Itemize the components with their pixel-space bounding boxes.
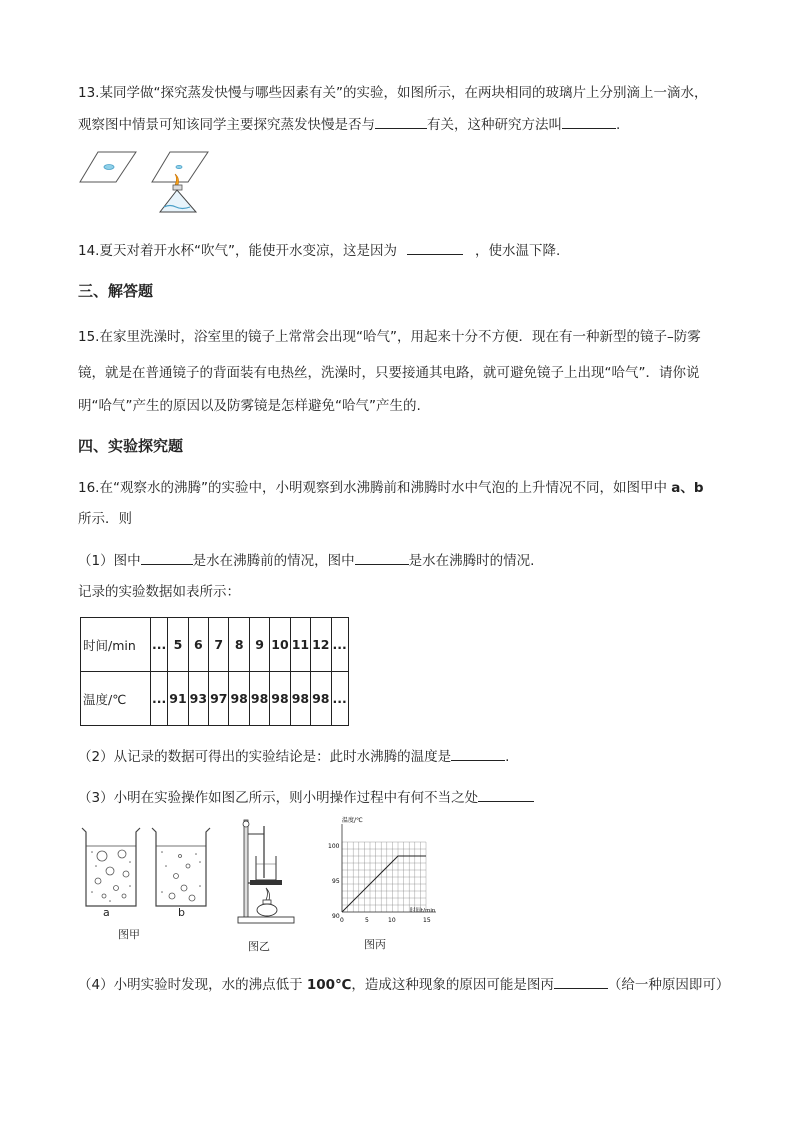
q15-line1: 15.在家里洗澡时，浴室里的镜子上常常会出现“哈气”，用起来十分不方便．现在有一种新型的镜子–防雾 xyxy=(78,329,701,345)
table-cell: ... xyxy=(331,672,348,726)
heating-apparatus-figure xyxy=(234,812,300,930)
answer-blank-13b[interactable] xyxy=(562,114,616,129)
table-cell: 9 xyxy=(249,618,269,672)
q16-part4 xyxy=(78,974,729,995)
q13-line2a: 观察图中情景可知该同学主要探究蒸发快慢是否与 xyxy=(78,117,375,133)
flame-icon xyxy=(175,174,179,185)
q16-p1b: 是水在沸腾前的情况，图中 xyxy=(192,553,355,569)
beaker-b-figure xyxy=(150,826,212,910)
beaker-a-label: a xyxy=(103,906,110,919)
q16-record-line: 记录的实验数据如表所示： xyxy=(78,584,240,600)
q16-p4c: ，造成这种现象的原因可能是图丙 xyxy=(351,977,554,993)
caption-yi: 图乙 xyxy=(248,940,270,953)
answer-blank-16-2[interactable] xyxy=(451,746,505,761)
beaker-on-ring xyxy=(256,856,276,880)
graph-ytick-95: 95 xyxy=(332,878,340,885)
q14-line xyxy=(78,240,560,261)
lamp-neck xyxy=(263,900,271,904)
q16-p4d: （给一种原因即可） xyxy=(607,977,730,993)
graph-grid xyxy=(342,842,426,912)
alcohol-lamp xyxy=(160,190,196,212)
graph-ylabel: 温度/℃ xyxy=(342,817,363,824)
evaporation-figure xyxy=(78,150,213,218)
answer-blank-14[interactable] xyxy=(407,240,463,255)
answer-blank-16-1b[interactable] xyxy=(355,550,409,565)
q13-line1 xyxy=(78,83,707,103)
wire-gauze xyxy=(250,880,282,885)
stand-rod xyxy=(244,820,248,922)
q13-line2 xyxy=(78,114,620,135)
graph-ytick-90: 90 xyxy=(332,913,340,920)
q16-part2 xyxy=(78,746,509,767)
q13-line2b: 有关，这种研究方法叫 xyxy=(427,117,562,133)
table-cell: ... xyxy=(151,672,168,726)
data-table xyxy=(80,617,349,726)
beaker-a-bubbles xyxy=(95,850,129,898)
answer-blank-16-1a[interactable] xyxy=(141,550,193,565)
caption-jia: 图甲 xyxy=(118,928,140,941)
beaker-a-figure xyxy=(80,826,142,910)
q16-line1a: 16.在“观察水的沸腾”的实验中，小明观察到水沸腾前和沸腾时水中气泡的上升情况不同，如图甲中 xyxy=(78,480,672,496)
table-cell: 98 xyxy=(270,672,290,726)
table-cell: 5 xyxy=(168,618,188,672)
table-header-time: 时间/min xyxy=(81,618,151,672)
q13-line1-text: 13.某同学做“探究蒸发快慢与哪些因素有关”的实验，如图所示，在两块相同的玻璃片上分别滴上一滴水， xyxy=(78,85,708,101)
q16-p1c: 是水在沸腾时的情况. xyxy=(408,553,535,569)
graph-xtick-10: 10 xyxy=(388,917,396,924)
q16-p2a: （2）从记录的数据可得出的实验结论是：此时水沸腾的温度是 xyxy=(78,749,452,765)
q16-part3 xyxy=(78,787,534,808)
q16-p3a: （3）小明在实验操作如图乙所示，则小明操作过程中有何不当之处 xyxy=(78,790,479,806)
section-4-heading: 四、实验探究题 xyxy=(78,437,184,455)
answer-blank-13a[interactable] xyxy=(375,114,427,129)
stand-base xyxy=(238,917,294,923)
lamp-neck xyxy=(173,185,182,190)
alcohol-lamp xyxy=(257,904,277,916)
temperature-time-graph xyxy=(318,812,438,932)
beaker-b-label: b xyxy=(178,906,185,919)
stand-clamp-top xyxy=(243,821,249,827)
answer-blank-16-4[interactable] xyxy=(554,974,608,989)
graph-ytick-100: 100 xyxy=(328,843,340,850)
table-cell: 10 xyxy=(270,618,290,672)
graph-xtick-15: 15 xyxy=(423,917,431,924)
table-cell: 7 xyxy=(209,618,229,672)
table-cell: ... xyxy=(151,618,168,672)
answer-blank-16-3[interactable] xyxy=(478,787,534,802)
q16-line2: 所示．则 xyxy=(78,511,132,527)
table-cell: 93 xyxy=(188,672,208,726)
q16-part1 xyxy=(78,550,534,571)
table-cell: 98 xyxy=(229,672,249,726)
table-cell: 11 xyxy=(290,618,310,672)
water-drop-right xyxy=(176,165,182,168)
q15-line2: 镜，就是在普通镜子的背面装有电热丝，洗澡时，只要接通其电路，就可避免镜子上出现“哈气”．请你说 xyxy=(78,365,700,381)
graph-xtick-0: 0 xyxy=(340,917,344,924)
graph-xlabel: 时间t/min xyxy=(410,908,436,914)
table-cell: 6 xyxy=(188,618,208,672)
q16-p4a: （4）小明实验时发现，水的沸点低于 xyxy=(78,977,307,993)
beaker-b-outline xyxy=(152,828,210,906)
q13-line2c: . xyxy=(616,117,621,133)
table-cell: ... xyxy=(331,618,348,672)
q15-line3: 明“哈气”产生的原因以及防雾镜是怎样避免“哈气”产生的. xyxy=(78,398,421,414)
q16-ab-label: a、b xyxy=(671,480,704,496)
table-cell: 98 xyxy=(311,672,331,726)
table-cell: 12 xyxy=(311,618,331,672)
q16-p1a: （1）图中 xyxy=(78,553,141,569)
table-cell: 91 xyxy=(168,672,188,726)
table-header-temp: 温度/℃ xyxy=(81,672,151,726)
section-3-heading: 三、解答题 xyxy=(78,282,154,300)
table-cell: 98 xyxy=(290,672,310,726)
beaker-b-bubbles xyxy=(169,855,195,902)
table-cell: 97 xyxy=(209,672,229,726)
table-cell: 98 xyxy=(249,672,269,726)
q14-text-a: 14.夏天对着开水杯“吹气”，能使开水变凉，这是因为 xyxy=(78,243,397,259)
graph-xtick-5: 5 xyxy=(365,917,369,924)
q16-p2b: . xyxy=(505,749,510,765)
q16-p4b: 100℃ xyxy=(306,977,352,993)
q16-line1 xyxy=(78,478,704,498)
water-drop-left xyxy=(104,165,114,170)
flame-icon xyxy=(266,888,270,900)
caption-bing: 图丙 xyxy=(364,938,386,951)
table-row-time xyxy=(81,618,349,672)
table-cell: 8 xyxy=(229,618,249,672)
table-row-temp xyxy=(81,672,349,726)
q14-text-b: ，使水温下降. xyxy=(474,243,561,259)
